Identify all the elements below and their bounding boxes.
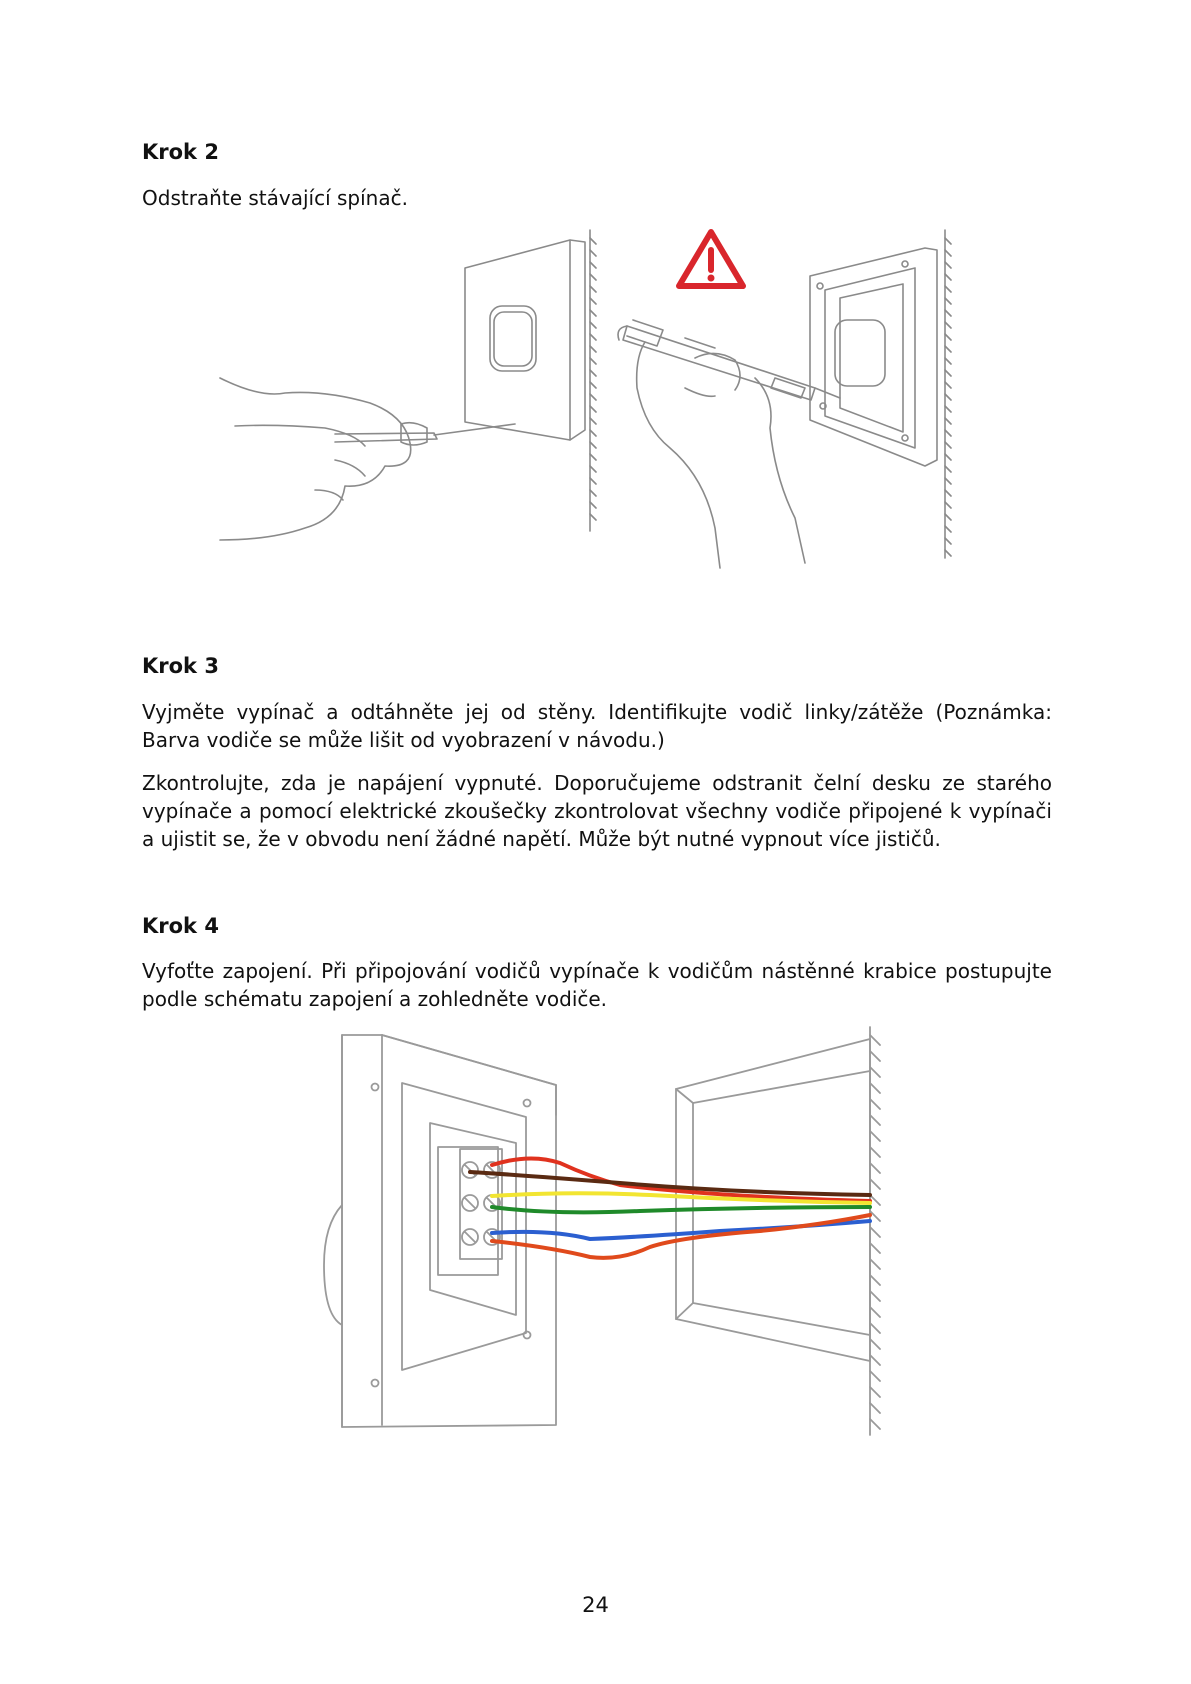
- step-2-heading: Krok 2: [142, 140, 219, 164]
- step-2-text: Odstraňte stávající spínač.: [142, 186, 408, 210]
- wiring-illustration: [320, 1025, 900, 1440]
- open-switch-mechanism: [810, 248, 937, 466]
- wire-green: [492, 1207, 870, 1212]
- wall: [870, 1027, 880, 1435]
- step-3-text-2: Zkontrolujte, zda je napájení vypnuté. Doporučujeme odstranit čelní desku ze starého vypínače a pomocí elektrické zkoušečky zkontrolovat všechny vodiče připojené k vypínači a ujistit se, že v obvodu není žádné napětí. Může být nutné vypnout více jističů.: [142, 771, 1052, 851]
- step-4-text: Vyfoťte zapojení. Při připojování vodičů vypínače k vodičům nástěnné krabice postupujte podle schématu zapojení a zohledněte vodiče.: [142, 959, 1052, 1011]
- left-wall: [590, 230, 596, 531]
- page-number: 24: [582, 1593, 609, 1617]
- old-switch-plate: [465, 240, 585, 440]
- voltage-tester: [618, 320, 840, 400]
- step-3-heading: Krok 3: [142, 654, 219, 678]
- right-wall: [945, 230, 951, 558]
- hand-left: [220, 378, 411, 540]
- remove-switch-illustration: [215, 228, 975, 593]
- step-3-text-1: Vyjměte vypínač a odtáhněte jej od stěny. Identifikujte vodič linky/zátěže (Poznámka: Barva vodiče se může lišit od vyobrazení v návodu.): [142, 700, 1052, 752]
- warning-triangle-icon: [679, 232, 743, 286]
- wire-orange-red: [492, 1215, 870, 1258]
- wires: [470, 1158, 870, 1257]
- step-4-heading: Krok 4: [142, 914, 219, 938]
